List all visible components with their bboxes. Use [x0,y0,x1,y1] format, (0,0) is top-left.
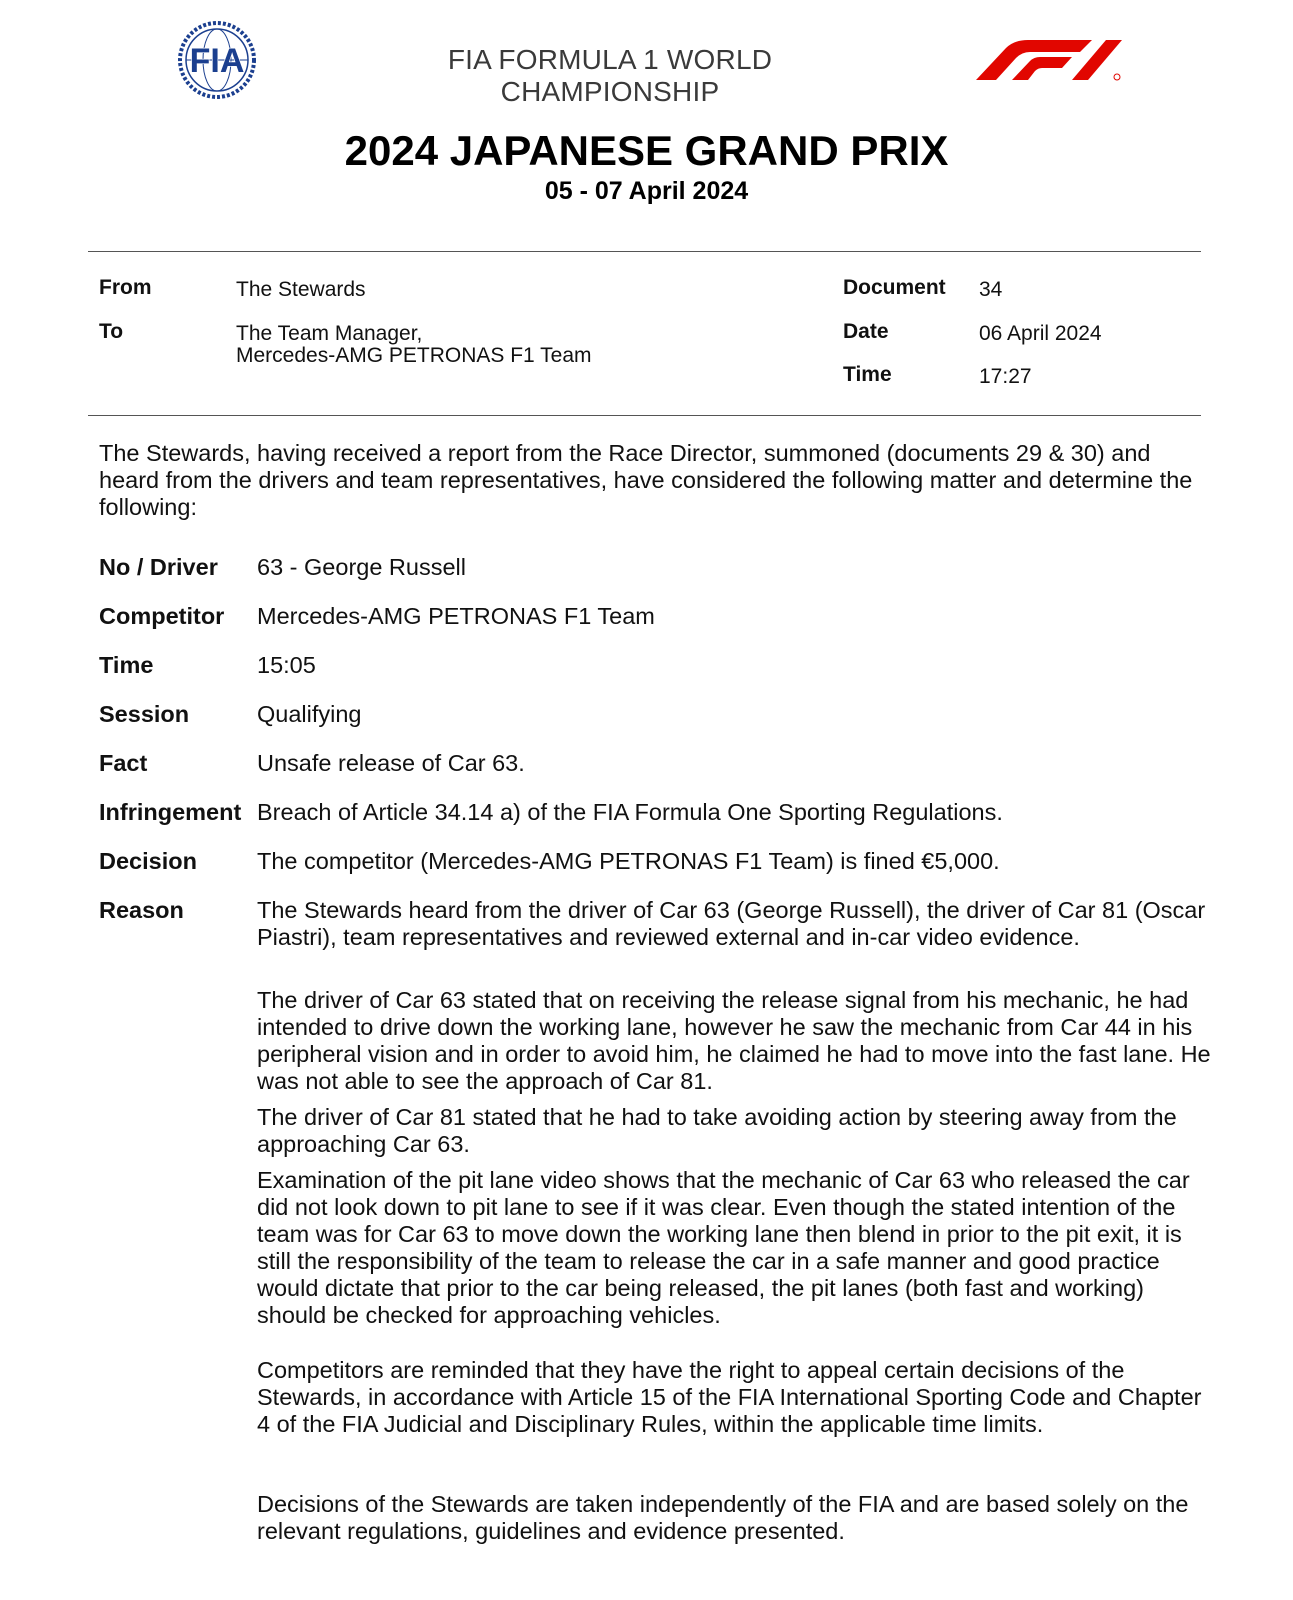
document-number: 34 [979,278,1003,301]
driver-label: No / Driver [99,554,218,580]
f1-logo [968,36,1126,84]
incident-time-label: Time [99,652,154,678]
independence-notice: Decisions of the Stewards are taken independently of the FIA and are based solely on the relevant regulations, guidelines and evidence presented. [257,1491,1189,1544]
to-label: To [99,320,124,343]
date-label: Date [843,320,889,343]
document-label: Document [843,276,946,299]
header-divider [88,251,1201,252]
infringement-value: Breach of Article 34.14 a) of the FIA Formula One Sporting Regulations. [257,799,1003,825]
event-dates: 05 - 07 April 2024 [544,177,749,205]
from-label: From [99,276,152,299]
date-value: 06 April 2024 [979,322,1102,345]
competitor-value: Mercedes-AMG PETRONAS F1 Team [257,603,655,629]
routing-divider [88,415,1201,416]
driver-value: 63 - George Russell [257,554,466,580]
session-label: Session [99,701,190,727]
reason-label: Reason [99,897,184,923]
reason-paragraph: The driver of Car 63 stated that on receiving the release signal from his mechanic, he had intended to drive down the working lane, however he saw the mechanic from Car 44 in his peripheral vision and in order to avoid him, he claimed he had to move into the fast lane. He was not able to see the approach of Car 81. [257,987,1211,1094]
event-title: 2024 JAPANESE GRAND PRIX [344,127,949,174]
fia-logo [163,20,271,100]
time-label: Time [843,363,892,386]
infringement-label: Infringement [99,799,242,825]
decision-label: Decision [99,848,197,874]
from-value: The Stewards [236,278,366,301]
fact-label: Fact [99,750,148,776]
decision-value: The competitor (Mercedes-AMG PETRONAS F1 Team) is fined €5,000. [257,848,1000,874]
competitor-label: Competitor [99,603,225,629]
to-value-line1: The Team Manager, [236,322,423,345]
incident-time-value: 15:05 [257,652,316,678]
reason-paragraph: Examination of the pit lane video shows that the mechanic of Car 63 who released the car did not look down to pit lane to see if it was clear. Even though the stated intention of the team was for Car 63 to move down the working lane then blend in prior to the pit exit, it is still the responsibility of the team to release the car in a safe manner and good practice would dictate that prior to the car being released, the pit lanes (both fast and working) should be checked for approaching vehicles. [257,1167,1190,1328]
appeal-notice: Competitors are reminded that they have the right to appeal certain decisions of the Stewards, in accordance with Article 15 of the FIA International Sporting Code and Chapter 4 of the FIA Judicial and Disciplinary Rules, within the applicable time limits. [257,1357,1202,1437]
svg-text:FIA: FIA [189,42,245,80]
to-value-line2: Mercedes-AMG PETRONAS F1 Team [236,344,592,367]
fact-value: Unsafe release of Car 63. [257,750,525,776]
reason-paragraph: The driver of Car 81 stated that he had to take avoiding action by steering away from the approaching Car 63. [257,1104,1177,1157]
intro-paragraph: The Stewards, having received a report from the Race Director, summoned (documents 29 & 30) and heard from the drivers and team representatives, have considered the following matter and determine the following: [99,440,1193,520]
championship-title: FIA FORMULA 1 WORLD CHAMPIONSHIP [447,44,773,107]
session-value: Qualifying [257,701,362,727]
reason-paragraph: The Stewards heard from the driver of Car 63 (George Russell), the driver of Car 81 (Oscar Piastri), team representatives and reviewed external and in-car video evidence. [257,897,1206,950]
time-value: 17:27 [979,365,1032,388]
